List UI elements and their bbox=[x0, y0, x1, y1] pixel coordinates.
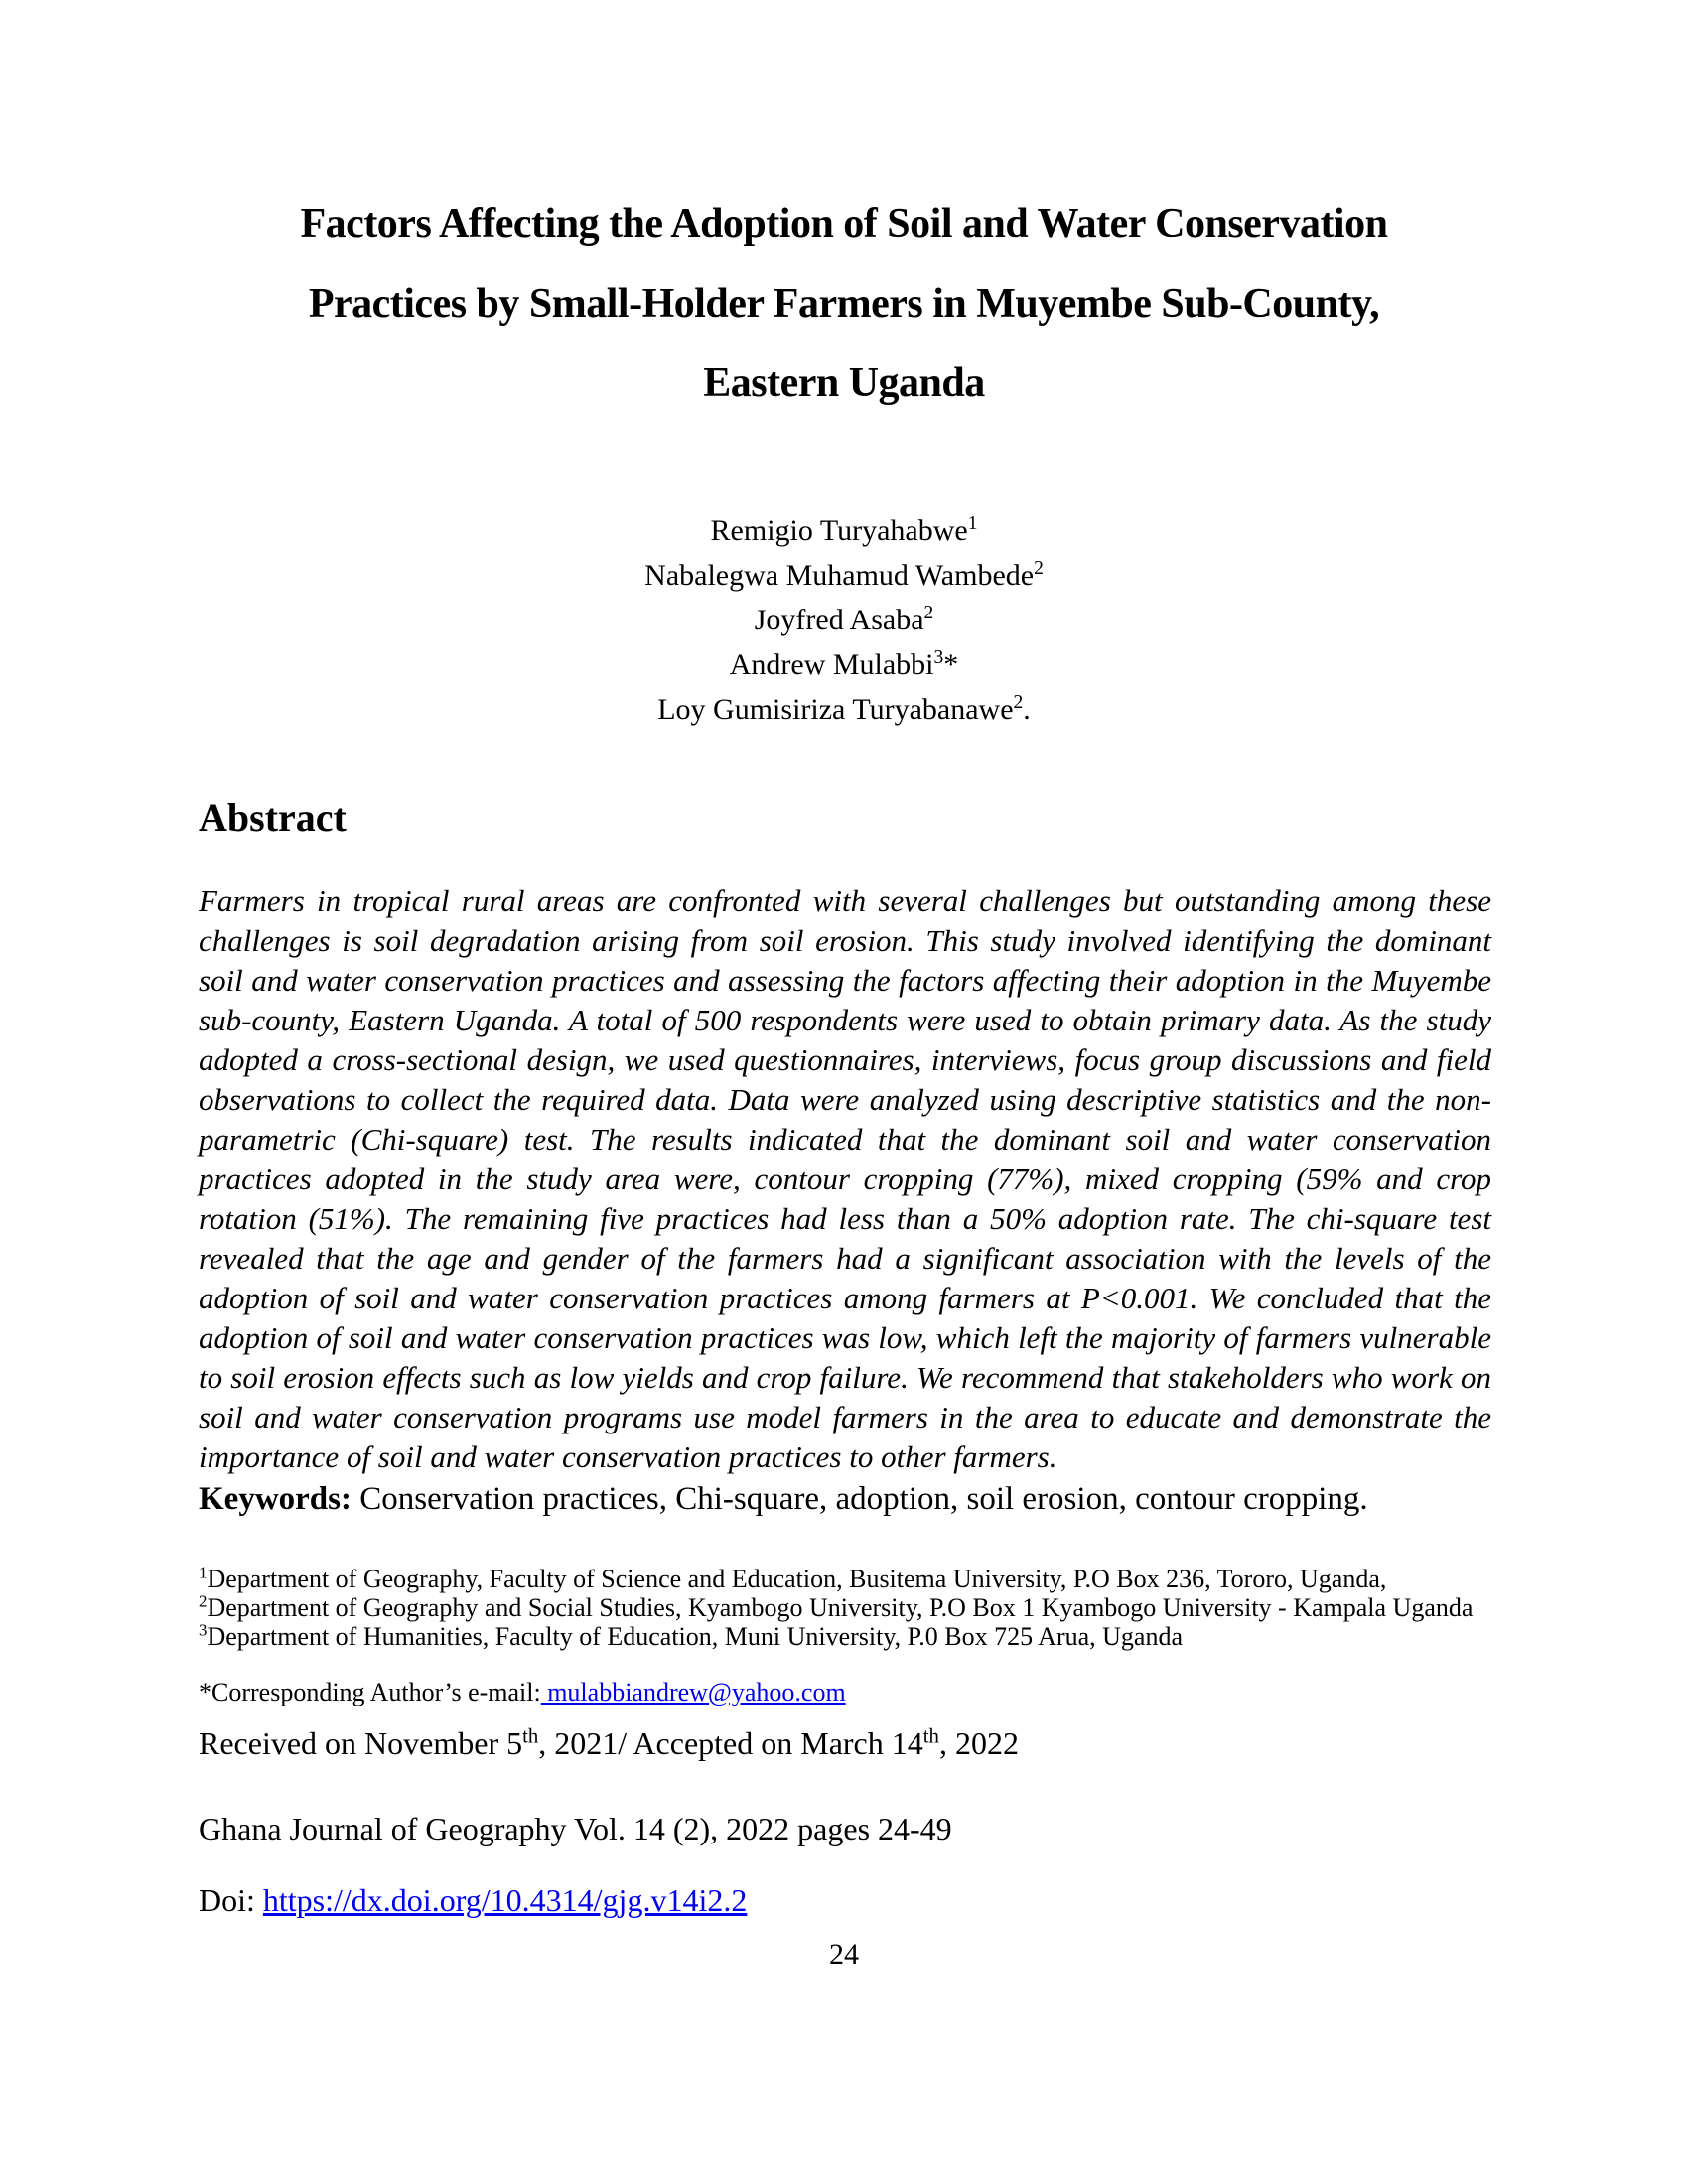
keywords-text: Conservation practices, Chi-square, adoption, soil erosion, contour cropping. bbox=[351, 1481, 1368, 1517]
affiliation-text: Department of Geography and Social Studies, Kyambogo University, P.O Box 1 Kyambogo University - Kampala Uganda bbox=[207, 1593, 1474, 1622]
corresponding-author-label: *Corresponding Author’s e-mail: bbox=[199, 1678, 541, 1706]
author-name: Nabalegwa Muhamud Wambede bbox=[644, 559, 1035, 592]
abstract-heading: Abstract bbox=[199, 795, 347, 840]
doi-link[interactable]: https://dx.doi.org/10.4314/gjg.v14i2.2 bbox=[262, 1882, 748, 1918]
keywords-line bbox=[199, 1481, 1491, 1518]
author-name: Andrew Mulabbi bbox=[729, 648, 934, 681]
page-number: 24 bbox=[829, 1938, 859, 1971]
author-line bbox=[144, 687, 1544, 732]
affiliation-superscript: 2 bbox=[199, 1591, 208, 1611]
author-line bbox=[144, 598, 1544, 642]
abstract-text: Farmers in tropical rural areas are confronted with several challenges but outstanding among these challenges is soil degradation arising from soil erosion. This study involved identifying the dominant soil and water conservation practices and assessing the factors affecting their adoption in the Muyembe sub-county, Eastern Uganda. A total of 500 respondents were used to obtain primary data. As the study adopted a cross-sectional design, we used questionnaires, interviews, focus group discussions and field observations to collect the required data. Data were analyzed using descriptive statistics and the non-parametric (Chi-square) test. The results indicated that the dominant soil and water conservation practices adopted in the study area were, contour cropping (77%), mixed cropping (59% and crop rotation (51%). The remaining five practices had less than a 50% adoption rate. The chi-square test revealed that the age and gender of the farmers had a significant association with the levels of the adoption of soil and water conservation practices among farmers at P<0.001. We concluded that the adoption of soil and water conservation practices was low, which left the majority of farmers vulnerable to soil erosion effects such as low yields and crop failure. We recommend that stakeholders who work on soil and water conservation programs use model farmers in the area to educate and demonstrate the importance of soil and water conservation practices to other farmers. bbox=[199, 884, 1491, 1474]
journal-citation-line: Ghana Journal of Geography Vol. 14 (2), 2022 pages 24-49 bbox=[199, 1811, 952, 1846]
received-accepted-line bbox=[199, 1725, 1491, 1762]
title-line-1: Factors Affecting the Adoption of Soil and Water Conservation bbox=[300, 202, 1388, 247]
paper-title bbox=[144, 185, 1544, 423]
affiliation-superscript: 3 bbox=[199, 1620, 208, 1640]
affiliations bbox=[199, 1565, 1491, 1651]
doi-line bbox=[199, 1882, 1491, 1919]
author-affiliation-superscript: 1 bbox=[967, 513, 978, 534]
ordinal-superscript: th bbox=[522, 1724, 539, 1748]
author-affiliation-superscript: 2 bbox=[1013, 692, 1024, 713]
ordinal-superscript: th bbox=[922, 1724, 939, 1748]
author-name: Remigio Turyahabwe bbox=[710, 514, 968, 547]
author-name: Loy Gumisiriza Turyabanawe bbox=[657, 693, 1014, 726]
doi-label: Doi: bbox=[199, 1882, 263, 1918]
author-name: Joyfred Asaba bbox=[754, 604, 924, 636]
title-line-3: Eastern Uganda bbox=[703, 360, 985, 406]
keywords-label: Keywords: bbox=[199, 1481, 352, 1517]
affiliation-text: Department of Geography, Faculty of Science and Education, Busitema University, P.O Box 236, Tororo, Uganda, bbox=[207, 1565, 1387, 1593]
author-tail: * bbox=[943, 648, 959, 681]
received-text: , 2022 bbox=[938, 1725, 1019, 1761]
author-affiliation-superscript: 2 bbox=[923, 603, 934, 623]
author-line bbox=[144, 553, 1544, 598]
author-affiliation-superscript: 3 bbox=[933, 647, 944, 668]
author-line bbox=[144, 508, 1544, 553]
received-text: Received on November 5 bbox=[199, 1725, 523, 1761]
affiliation-text: Department of Humanities, Faculty of Education, Muni University, P.0 Box 725 Arua, Uganda bbox=[207, 1622, 1183, 1651]
author-line bbox=[144, 642, 1544, 687]
author-list bbox=[144, 508, 1544, 732]
corresponding-author-line bbox=[199, 1678, 1491, 1707]
received-text: , 2021/ Accepted on March 14 bbox=[538, 1725, 923, 1761]
title-line-2: Practices by Small-Holder Farmers in Muyembe Sub-County, bbox=[308, 281, 1380, 327]
author-affiliation-superscript: 2 bbox=[1034, 558, 1044, 579]
author-tail: . bbox=[1023, 693, 1031, 726]
affiliation-superscript: 1 bbox=[199, 1563, 208, 1582]
corresponding-author-email-link[interactable]: mulabbiandrew@yahoo.com bbox=[540, 1678, 846, 1706]
